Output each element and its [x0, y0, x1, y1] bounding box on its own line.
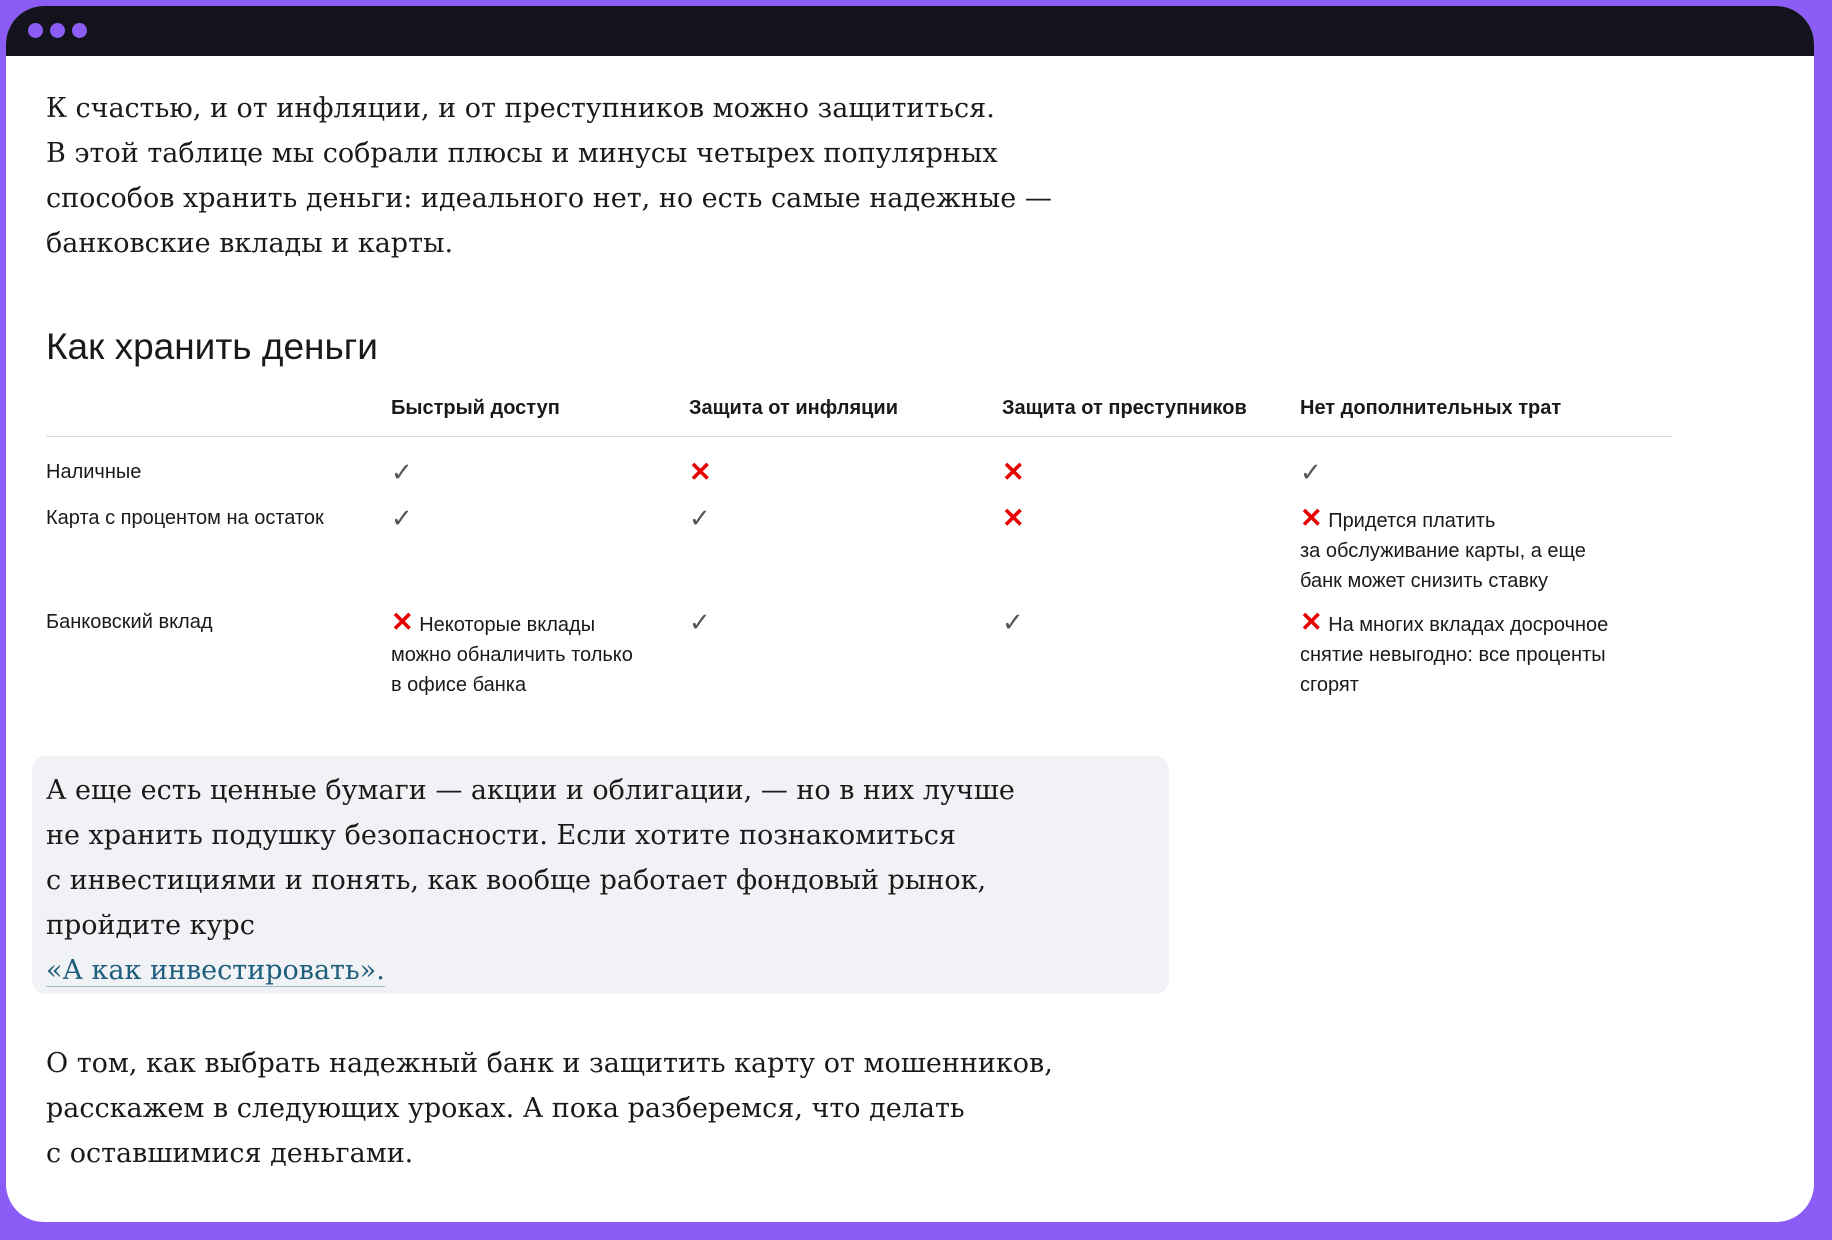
note-text: Придется платить [1328, 510, 1496, 532]
check-icon: ✓ [689, 503, 711, 533]
outro-line: с оставшимися деньгами. [46, 1138, 414, 1169]
column-header: Нет дополнительных трат [1300, 397, 1562, 419]
callout-line-prefix: пройдите курс [46, 910, 255, 941]
note-text: в офисе банка [391, 674, 527, 696]
check-icon: ✓ [391, 503, 413, 533]
note-text: за обслуживание карты, а еще [1300, 540, 1586, 562]
intro-paragraph [46, 86, 1052, 266]
callout-line: А еще есть ценные бумаги — акции и облигации, — но в них лучше [46, 775, 1015, 806]
intro-line: банковские вклады и карты. [46, 228, 454, 259]
intro-line: В этой таблице мы собрали плюсы и минусы четырех популярных [46, 138, 998, 169]
row-label: Наличные [46, 461, 142, 483]
cell-note [1300, 607, 1670, 700]
table-header [46, 391, 1672, 437]
note-text: снятие невыгодно: все проценты [1300, 644, 1606, 666]
intro-line: способов хранить деньги: идеального нет, но есть самые надежные — [46, 183, 1052, 214]
row-label: Банковский вклад [46, 611, 213, 633]
check-icon: ✓ [1300, 457, 1322, 487]
cross-icon: ✕ [1300, 503, 1323, 533]
cross-icon: ✕ [1002, 457, 1025, 487]
cross-icon: ✕ [689, 457, 712, 487]
table-row [46, 503, 1672, 607]
cell-note [391, 607, 681, 700]
window-control-dot[interactable] [28, 23, 43, 38]
table-title: Как хранить деньги [46, 326, 378, 367]
cell-note [1300, 503, 1670, 596]
outro-paragraph [46, 1041, 1146, 1176]
column-header: Защита от преступников [1002, 397, 1247, 419]
callout-text [46, 768, 1146, 993]
note-text: На многих вкладах досрочное [1328, 614, 1609, 636]
row-label: Карта с процентом на остаток [46, 507, 324, 529]
cross-icon: ✕ [391, 607, 414, 637]
comparison-table [46, 391, 1672, 707]
window-titlebar [6, 6, 1814, 56]
note-text: Некоторые вклады [419, 614, 596, 636]
window-control-dot[interactable] [72, 23, 87, 38]
outro-line: расскажем в следующих уроках. А пока разберемся, что делать [46, 1093, 965, 1124]
intro-line: К счастью, и от инфляции, и от преступников можно защититься. [46, 93, 995, 124]
note-text: банк может снизить ставку [1300, 570, 1549, 592]
column-header: Быстрый доступ [391, 397, 560, 419]
callout-line: не хранить подушку безопасности. Если хотите познакомиться [46, 820, 956, 851]
browser-window [6, 6, 1814, 1222]
cross-icon: ✕ [1002, 503, 1025, 533]
callout-box [32, 756, 1169, 994]
window-control-dot[interactable] [50, 23, 65, 38]
callout-line: с инвестициями и понять, как вообще работает фондовый рынок, [46, 865, 987, 896]
note-text: можно обналичить только [391, 644, 633, 666]
table-row [46, 607, 1672, 707]
check-icon: ✓ [689, 607, 711, 637]
column-header: Защита от инфляции [689, 397, 899, 419]
check-icon: ✓ [1002, 607, 1024, 637]
check-icon: ✓ [391, 457, 413, 487]
course-link[interactable]: «А как инвестировать». [46, 955, 385, 986]
outro-line: О том, как выбрать надежный банк и защитить карту от мошенников, [46, 1048, 1053, 1079]
table-row [46, 457, 1672, 503]
cross-icon: ✕ [1300, 607, 1323, 637]
note-text: сгорят [1300, 674, 1359, 696]
callout-line [46, 903, 1146, 993]
